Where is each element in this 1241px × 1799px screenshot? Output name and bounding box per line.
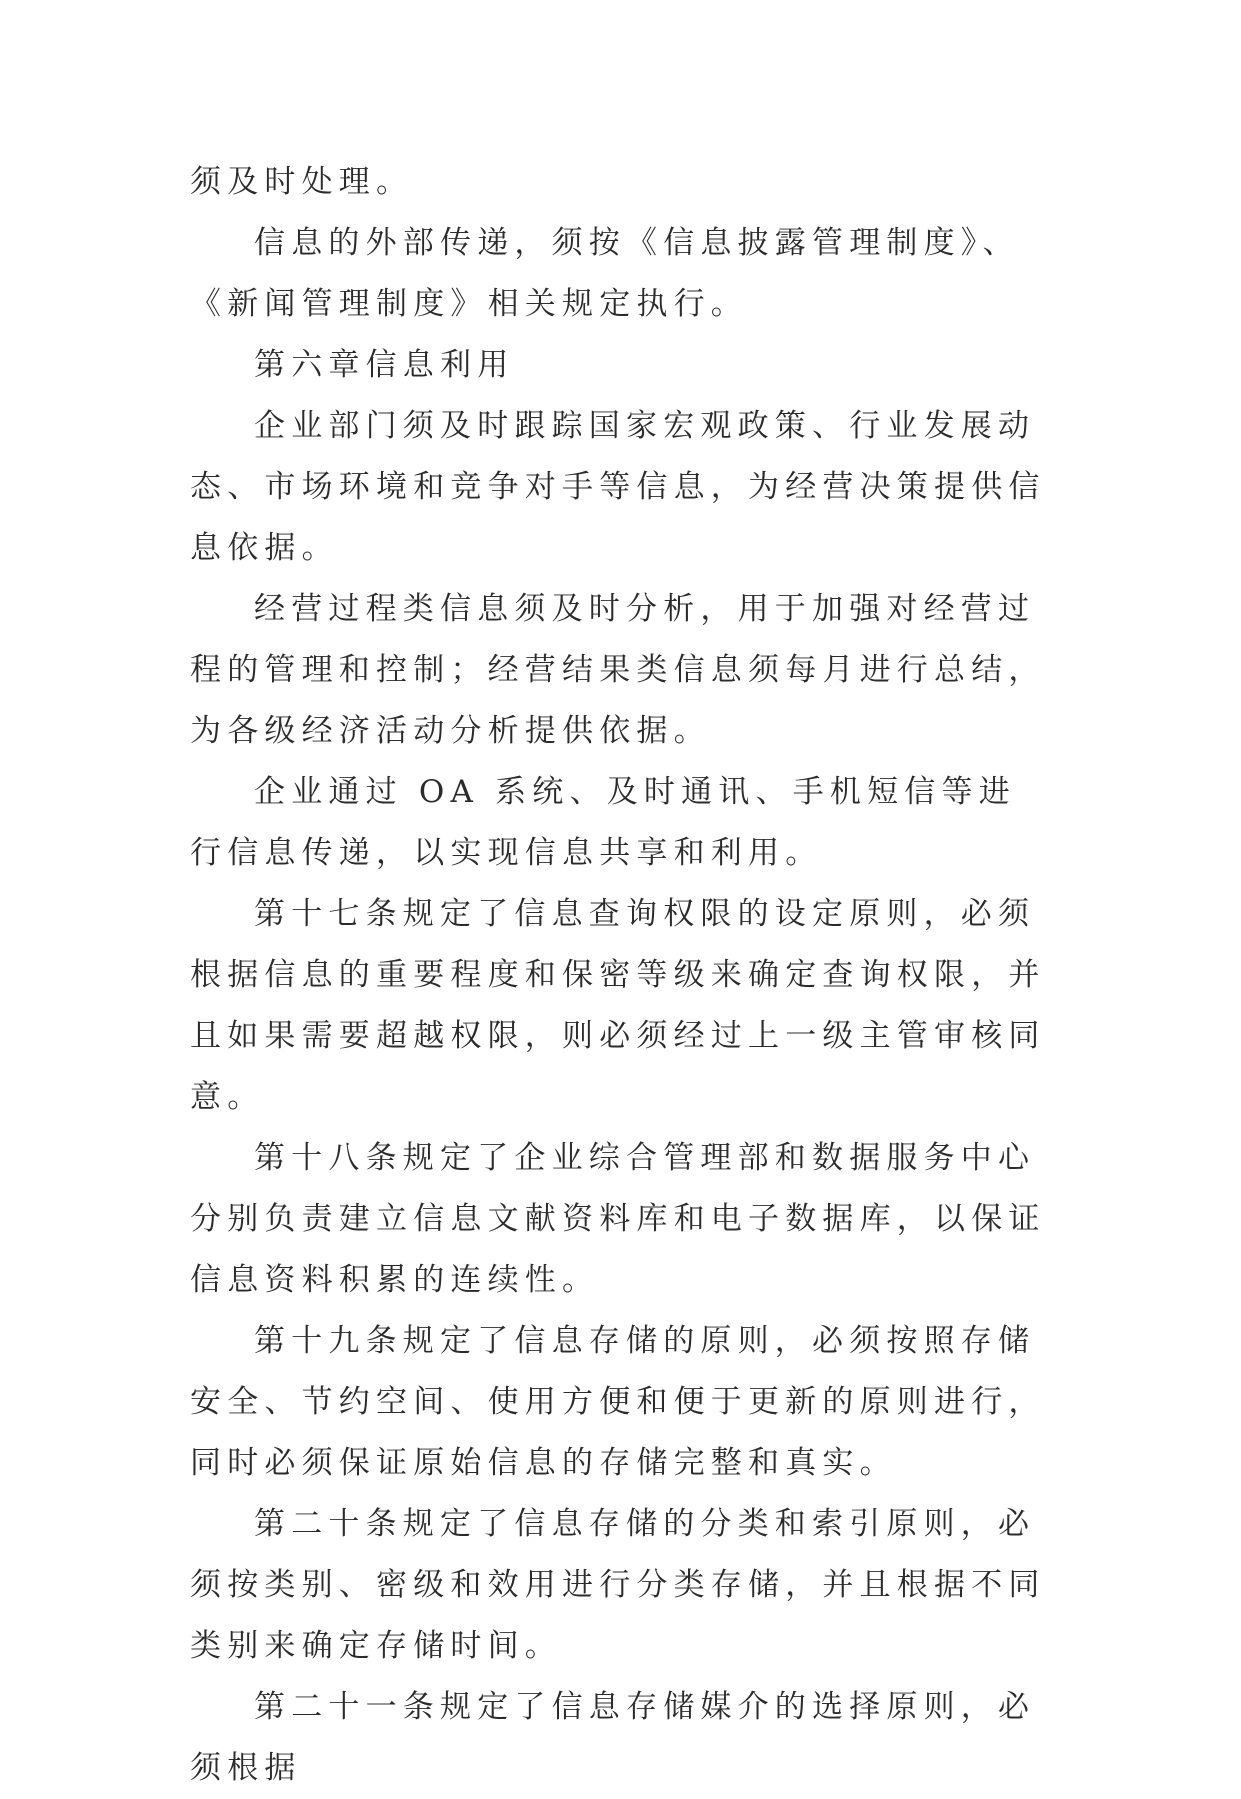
paragraph-article-21: 第二十一条规定了信息存储媒介的选择原则，必须根据 [190, 1689, 1036, 1786]
paragraph-article-19: 第十九条规定了信息存储的原则，必须按照存储安全、节约空间、使用方便和便于更新的原则进行，同时必须保证原始信息的存储完整和真实。 [190, 1323, 1046, 1481]
paragraph-oa-system: 企业通过 OA 系统、及时通讯、手机短信等进行信息传递，以实现信息共享和利用。 [190, 774, 1016, 871]
document-body [190, 152, 1050, 1799]
chapter-heading: 第六章信息利用 [254, 347, 515, 383]
paragraph-article-17: 第十七条规定了信息查询权限的设定原则，必须根据信息的重要程度和保密等级来确定查询权限，并且如果需要超越权限，则必须经过上一级主管审核同意。 [190, 896, 1046, 1115]
paragraph-analysis: 经营过程类信息须及时分析，用于加强对经营过程的管理和控制；经营结果类信息须每月进行总结，为各级经济活动分析提供依据。 [190, 591, 1046, 749]
paragraph-external-transfer: 信息的外部传递，须按《信息披露管理制度》、《新闻管理制度》相关规定执行。 [190, 225, 1020, 322]
paragraph-continued: 须及时处理。 [190, 164, 414, 200]
paragraph-tracking: 企业部门须及时跟踪国家宏观政策、行业发展动态、市场环境和竞争对手等信息，为经营决策提供信息依据。 [190, 408, 1046, 566]
paragraph-article-18: 第十八条规定了企业综合管理部和数据服务中心分别负责建立信息文献资料库和电子数据库，以保证信息资料积累的连续性。 [190, 1140, 1046, 1298]
paragraph-article-20: 第二十条规定了信息存储的分类和索引原则，必须按类别、密级和效用进行分类存储，并且根据不同类别来确定存储时间。 [190, 1506, 1046, 1664]
